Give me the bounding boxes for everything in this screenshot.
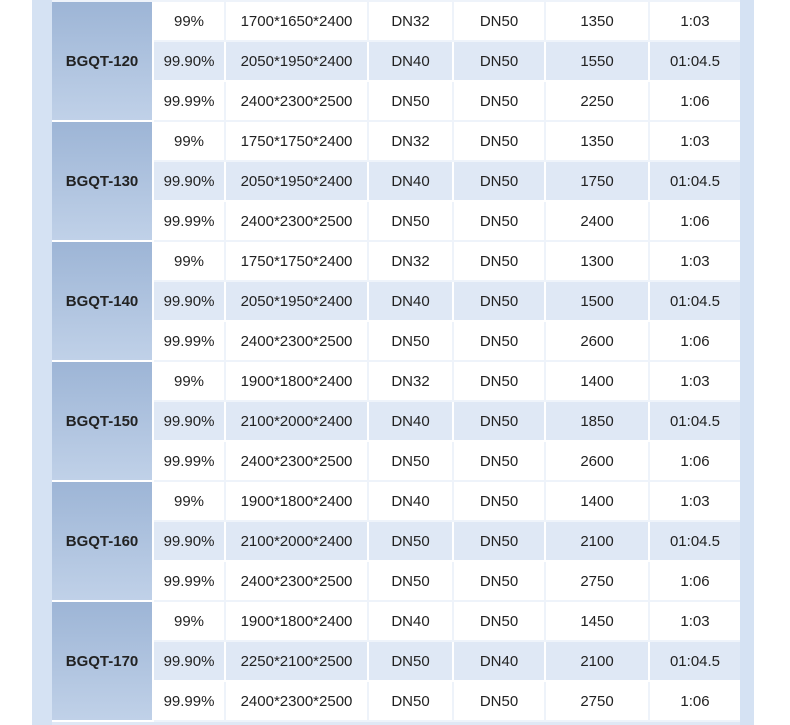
model-cell: BGQT-140 xyxy=(52,242,154,362)
weight-cell: 1750 xyxy=(546,162,650,202)
model-cell: BGQT-160 xyxy=(52,482,154,602)
table-row xyxy=(52,562,740,602)
ratio-cell: 1:06 xyxy=(650,82,740,122)
dimensions-cell: 1900*1800*2400 xyxy=(226,602,369,642)
table-row xyxy=(52,42,740,82)
table-row xyxy=(52,602,740,642)
purity-cell: 99.90% xyxy=(154,282,226,322)
inlet-cell: DN32 xyxy=(369,362,454,402)
dimensions-cell: 2400*2300*2500 xyxy=(226,682,369,722)
dimensions-cell: 2100*2000*2400 xyxy=(226,402,369,442)
weight-cell: 2100 xyxy=(546,522,650,562)
table-row xyxy=(52,282,740,322)
model-cell: BGQT-130 xyxy=(52,122,154,242)
purity-cell: 99.90% xyxy=(154,642,226,682)
table-row xyxy=(52,362,740,402)
outlet-cell: DN50 xyxy=(454,442,546,482)
ratio-cell: 01:04.5 xyxy=(650,402,740,442)
dimensions-cell: 2400*2300*2500 xyxy=(226,322,369,362)
dimensions-cell: 1900*1800*2400 xyxy=(226,482,369,522)
outlet-cell: DN40 xyxy=(454,642,546,682)
weight-cell: 1850 xyxy=(546,402,650,442)
table-row xyxy=(52,322,740,362)
dimensions-cell: 2100*2000*2400 xyxy=(226,522,369,562)
outlet-cell: DN50 xyxy=(454,362,546,402)
weight-cell: 1450 xyxy=(546,602,650,642)
inlet-cell: DN40 xyxy=(369,282,454,322)
purity-cell: 99.90% xyxy=(154,402,226,442)
purity-cell: 99% xyxy=(154,602,226,642)
weight-cell: 1350 xyxy=(546,122,650,162)
outlet-cell: DN50 xyxy=(454,482,546,522)
ratio-cell: 1:06 xyxy=(650,682,740,722)
inlet-cell: DN50 xyxy=(369,442,454,482)
purity-cell: 99.99% xyxy=(154,322,226,362)
purity-cell: 99.90% xyxy=(154,162,226,202)
ratio-cell: 01:04.5 xyxy=(650,42,740,82)
ratio-cell: 1:06 xyxy=(650,202,740,242)
purity-cell: 99% xyxy=(154,482,226,522)
ratio-cell: 1:06 xyxy=(650,562,740,602)
outlet-cell: DN50 xyxy=(454,602,546,642)
weight-cell: 2100 xyxy=(546,642,650,682)
model-cell: BGQT-170 xyxy=(52,602,154,722)
table-row xyxy=(52,482,740,522)
ratio-cell: 1:03 xyxy=(650,482,740,522)
weight-cell: 2400 xyxy=(546,202,650,242)
inlet-cell: DN32 xyxy=(369,122,454,162)
table-row xyxy=(52,682,740,722)
model-cell: BGQT-120 xyxy=(52,2,154,122)
inlet-cell: DN50 xyxy=(369,682,454,722)
inlet-cell: DN50 xyxy=(369,642,454,682)
table-row xyxy=(52,122,740,162)
inlet-cell: DN40 xyxy=(369,402,454,442)
table-row xyxy=(52,642,740,682)
ratio-cell: 01:04.5 xyxy=(650,642,740,682)
dimensions-cell: 2400*2300*2500 xyxy=(226,202,369,242)
dimensions-cell: 2050*1950*2400 xyxy=(226,282,369,322)
inlet-cell: DN50 xyxy=(369,562,454,602)
spec-table-body xyxy=(52,2,740,722)
table-row xyxy=(52,162,740,202)
weight-cell: 2750 xyxy=(546,682,650,722)
dimensions-cell: 1750*1750*2400 xyxy=(226,242,369,282)
purity-cell: 99% xyxy=(154,2,226,42)
outlet-cell: DN50 xyxy=(454,202,546,242)
weight-cell: 2600 xyxy=(546,442,650,482)
purity-cell: 99.99% xyxy=(154,442,226,482)
weight-cell: 2600 xyxy=(546,322,650,362)
outlet-cell: DN50 xyxy=(454,322,546,362)
dimensions-cell: 2400*2300*2500 xyxy=(226,442,369,482)
dimensions-cell: 2400*2300*2500 xyxy=(226,562,369,602)
inlet-cell: DN40 xyxy=(369,42,454,82)
dimensions-cell: 2050*1950*2400 xyxy=(226,162,369,202)
table-row xyxy=(52,2,740,42)
inlet-cell: DN40 xyxy=(369,482,454,522)
purity-cell: 99.99% xyxy=(154,562,226,602)
weight-cell: 2250 xyxy=(546,82,650,122)
outlet-cell: DN50 xyxy=(454,42,546,82)
ratio-cell: 1:03 xyxy=(650,602,740,642)
inlet-cell: DN50 xyxy=(369,322,454,362)
purity-cell: 99% xyxy=(154,242,226,282)
inlet-cell: DN32 xyxy=(369,2,454,42)
purity-cell: 99.90% xyxy=(154,522,226,562)
weight-cell: 1400 xyxy=(546,482,650,522)
weight-cell: 1550 xyxy=(546,42,650,82)
weight-cell: 2750 xyxy=(546,562,650,602)
ratio-cell: 1:06 xyxy=(650,442,740,482)
dimensions-cell: 2400*2300*2500 xyxy=(226,82,369,122)
dimensions-cell: 2250*2100*2500 xyxy=(226,642,369,682)
ratio-cell: 01:04.5 xyxy=(650,522,740,562)
ratio-cell: 1:03 xyxy=(650,362,740,402)
ratio-cell: 1:06 xyxy=(650,322,740,362)
table-row xyxy=(52,242,740,282)
inlet-cell: DN50 xyxy=(369,82,454,122)
purity-cell: 99.99% xyxy=(154,202,226,242)
outlet-cell: DN50 xyxy=(454,282,546,322)
ratio-cell: 01:04.5 xyxy=(650,162,740,202)
outlet-cell: DN50 xyxy=(454,122,546,162)
outlet-cell: DN50 xyxy=(454,82,546,122)
purity-cell: 99% xyxy=(154,362,226,402)
table-row xyxy=(52,442,740,482)
weight-cell: 1400 xyxy=(546,362,650,402)
inlet-cell: DN50 xyxy=(369,522,454,562)
spec-table xyxy=(52,2,740,722)
dimensions-cell: 1750*1750*2400 xyxy=(226,122,369,162)
table-row xyxy=(52,202,740,242)
purity-cell: 99.99% xyxy=(154,82,226,122)
dimensions-cell: 1700*1650*2400 xyxy=(226,2,369,42)
table-row xyxy=(52,522,740,562)
outlet-cell: DN50 xyxy=(454,402,546,442)
purity-cell: 99.90% xyxy=(154,42,226,82)
weight-cell: 1500 xyxy=(546,282,650,322)
purity-cell: 99% xyxy=(154,122,226,162)
outlet-cell: DN50 xyxy=(454,162,546,202)
ratio-cell: 01:04.5 xyxy=(650,282,740,322)
table-row xyxy=(52,402,740,442)
outlet-cell: DN50 xyxy=(454,682,546,722)
ratio-cell: 1:03 xyxy=(650,122,740,162)
dimensions-cell: 1900*1800*2400 xyxy=(226,362,369,402)
dimensions-cell: 2050*1950*2400 xyxy=(226,42,369,82)
weight-cell: 1350 xyxy=(546,2,650,42)
purity-cell: 99.99% xyxy=(154,682,226,722)
outlet-cell: DN50 xyxy=(454,562,546,602)
inlet-cell: DN32 xyxy=(369,242,454,282)
weight-cell: 1300 xyxy=(546,242,650,282)
inlet-cell: DN40 xyxy=(369,162,454,202)
outlet-cell: DN50 xyxy=(454,242,546,282)
inlet-cell: DN40 xyxy=(369,602,454,642)
table-row xyxy=(52,82,740,122)
model-cell: BGQT-150 xyxy=(52,362,154,482)
outlet-cell: DN50 xyxy=(454,522,546,562)
outlet-cell: DN50 xyxy=(454,2,546,42)
ratio-cell: 1:03 xyxy=(650,2,740,42)
ratio-cell: 1:03 xyxy=(650,242,740,282)
inlet-cell: DN50 xyxy=(369,202,454,242)
